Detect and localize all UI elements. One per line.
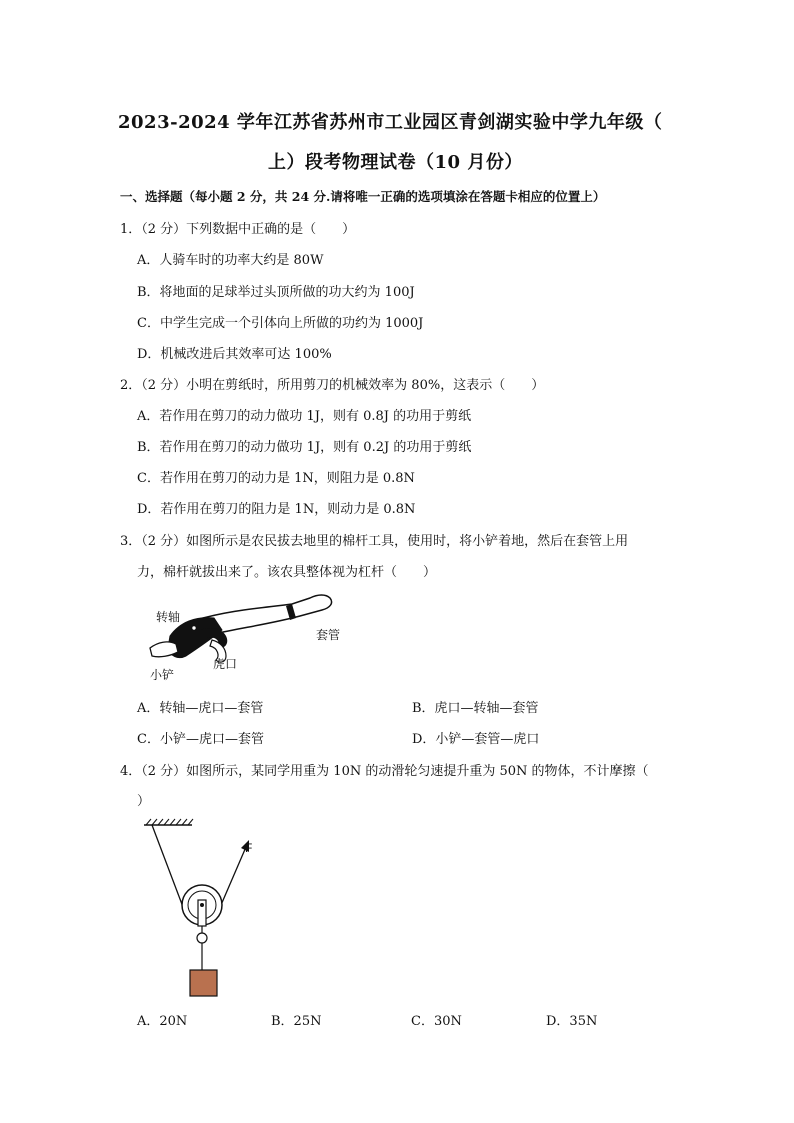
question-3-option-d: D．小铲—套管—虎口 <box>412 732 540 747</box>
section-heading: 一、选择题（每小题 2 分，共 24 分.请将唯一正确的选项填涂在答题卡相应的位置上） <box>120 189 606 204</box>
page-title-line1: 2023-2024 学年江苏省苏州市工业园区青剑湖实验中学九年级（ <box>118 112 663 133</box>
label-tiger-mouth: 虎口 <box>213 657 238 671</box>
question-3-stem-line1: 3．（2 分）如图所示是农民拔去地里的棉杆工具，使用时，将小铲着地，然后在套管上用 <box>120 534 629 549</box>
question-3-stem-line2: 力，棉杆就拔出来了。该农具整体视为杠杆（ ） <box>137 565 437 580</box>
question-1-option-b: B．将地面的足球举过头顶所做的功大约为 100J <box>137 285 415 300</box>
label-shovel: 小铲 <box>150 668 175 682</box>
question-4-option-a: A．20N <box>137 1014 188 1029</box>
question-1-stem: 1．（2 分）下列数据中正确的是（ ） <box>120 222 356 237</box>
label-force-f: F <box>245 841 253 855</box>
question-2-option-d: D．若作用在剪刀的阻力是 1N，则动力是 0.8N <box>137 502 416 517</box>
question-4-stem-line2: ） <box>137 794 151 809</box>
question-4-option-b: B．25N <box>271 1014 322 1029</box>
question-1-option-c: C．中学生完成一个引体向上所做的功约为 1000J <box>137 316 424 331</box>
question-2-option-c: C．若作用在剪刀的动力是 1N，则阻力是 0.8N <box>137 471 415 486</box>
question-4-option-d: D．35N <box>546 1014 598 1029</box>
question-4-stem-line1: 4．（2 分）如图所示，某同学用重为 10N 的动滑轮匀速提升重为 50N 的物体，不计摩擦（ <box>120 764 649 779</box>
question-2-stem: 2．（2 分）小明在剪纸时，所用剪刀的机械效率为 80%，这表示（ ） <box>120 378 545 393</box>
page-title-line2: 上）段考物理试卷（10 月份） <box>268 152 523 173</box>
label-pivot: 转轴 <box>156 610 181 624</box>
question-3-option-b: B．虎口—转轴—套管 <box>412 701 539 716</box>
question-4-option-c: C．30N <box>411 1014 462 1029</box>
question-3-option-c: C．小铲—虎口—套管 <box>137 732 264 747</box>
label-sleeve: 套管 <box>316 628 341 642</box>
question-1-option-a: A．人骑车时的功率大约是 80W <box>137 253 324 268</box>
question-2-option-a: A．若作用在剪刀的动力做功 1J，则有 0.8J 的功用于剪纸 <box>137 409 472 424</box>
question-2-option-b: B．若作用在剪刀的动力做功 1J，则有 0.2J 的功用于剪纸 <box>137 440 472 455</box>
question-1-option-d: D．机械改进后其效率可达 100% <box>137 347 332 362</box>
question-3-option-a: A．转轴—虎口—套管 <box>137 701 264 716</box>
